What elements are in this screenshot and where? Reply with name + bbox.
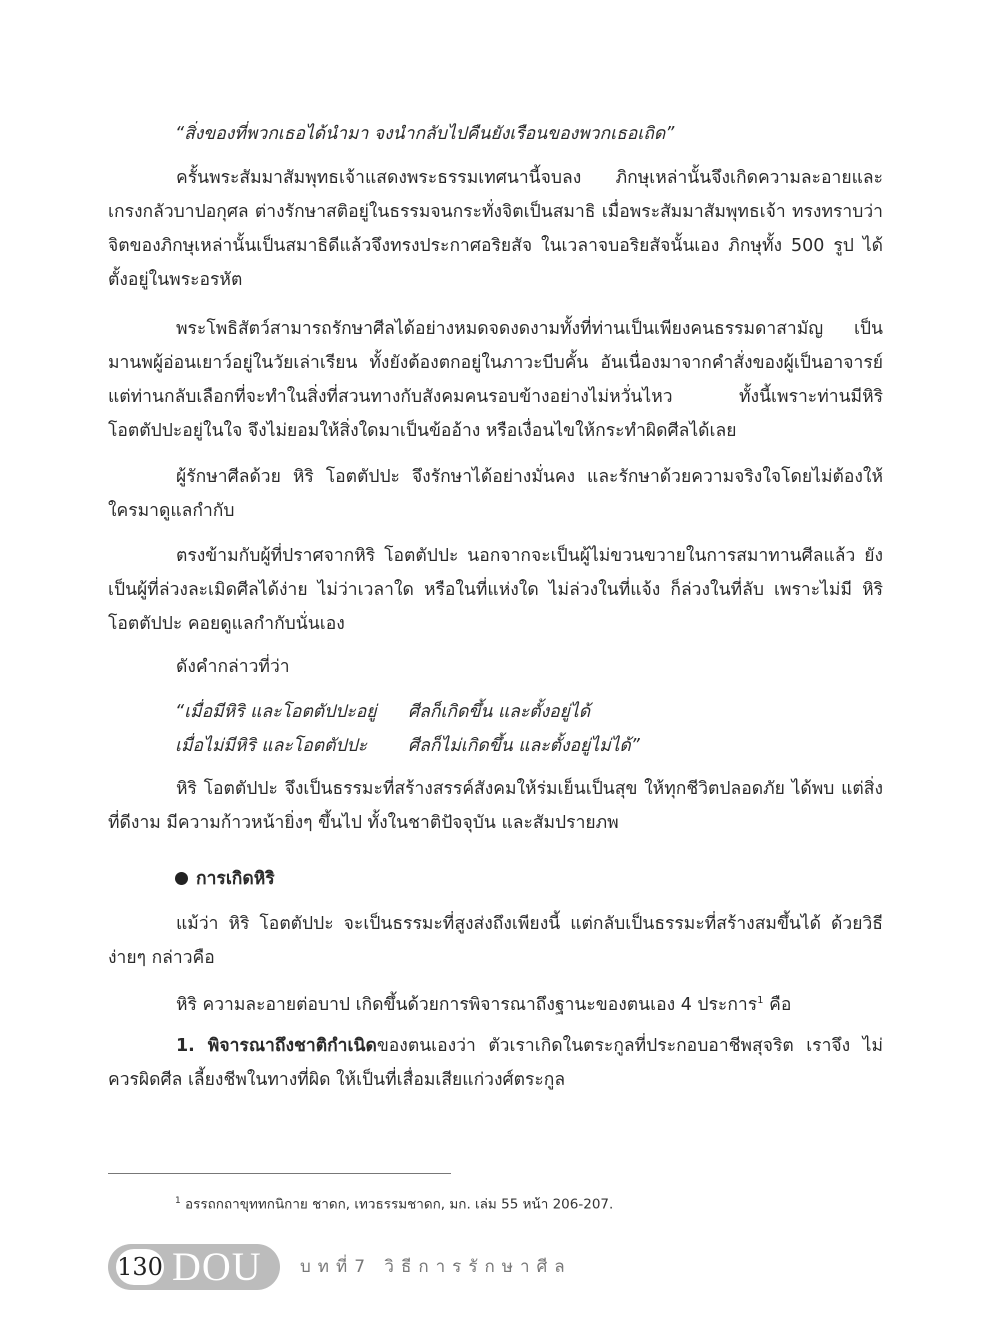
paragraph-7: แม้ว่า หิริ โอตตัปปะ จะเป็นธรรมะที่สูงส่งถึงเพียงนี้ แต่กลับเป็นธรรมะที่สร้างสมขึ้นได้ ด้วยวิธีง่ายๆ กล่าวคือ bbox=[108, 914, 883, 968]
page-number: 130 bbox=[116, 1249, 164, 1285]
paragraph-8-end: คือ bbox=[763, 994, 792, 1015]
footnote-mark: 1 bbox=[175, 1196, 181, 1206]
verse-line-2-left: เมื่อไม่มีหิริ และโอตตัปปะ bbox=[175, 736, 368, 756]
paragraph-9-text: ของตนเองว่า ตัวเราเกิดในตระกูลที่ประกอบอาชีพสุจริต เราจึง ไม่ควรผิดศีล เลี้ยงชีพในทางที่ผิด ให้เป็นที่เสื่อมเสียแก่วงศ์ตระกูล bbox=[108, 1036, 883, 1090]
opening-quote: “สิ่งของที่พวกเธอได้นำมา จงนำกลับไปคืนยังเรือนของพวกเธอเถิด” bbox=[175, 124, 675, 144]
paragraph-5: ดังคำกล่าวที่ว่า bbox=[176, 657, 290, 677]
paragraph-4: ตรงข้ามกับผู้ที่ปราศจากหิริ โอตตัปปะ นอกจากจะเป็นผู้ไม่ขวนขวายในการสมาทานศีลแล้ว ยังเป็นผู้ที่ล่วงละเมิดศีลได้ง่าย ไม่ว่าเวลาใด หรือในที่แห่งใด ไม่ล่วงในที่แจ้ง ก็ล่วงในที่ลับ เพราะไม่มี หิริ โอตตัปปะ คอยดูแลกำกับนั่นเอง bbox=[108, 546, 883, 634]
paragraph-9-bold: 1. พิจารณาถึงชาติกำเนิด bbox=[176, 1036, 377, 1056]
page-footer bbox=[108, 1244, 708, 1290]
chapter-title: บทที่7 วิธีการรักษาศีล bbox=[300, 1257, 572, 1277]
bullet-icon bbox=[175, 872, 188, 885]
footer-badge bbox=[108, 1244, 280, 1290]
dou-logo: DOU bbox=[172, 1244, 262, 1289]
paragraph-3: ผู้รักษาศีลด้วย หิริ โอตตัปปะ จึงรักษาได้อย่างมั่นคง และรักษาด้วยความจริงใจโดยไม่ต้องให้ใครมาดูแลกำกับ bbox=[108, 467, 883, 521]
paragraph-9 bbox=[108, 1029, 883, 1097]
verse-line-2-right: ศีลก็ไม่เกิดขึ้น และตั้งอยู่ไม่ได้” bbox=[408, 736, 640, 756]
paragraph-8-text: หิริ ความละอายต่อบาป เกิดขึ้นด้วยการพิจารณาถึงฐานะของตนเอง 4 ประการ bbox=[176, 994, 758, 1015]
section-heading-text: การเกิดหิริ bbox=[196, 869, 275, 889]
section-heading bbox=[175, 862, 275, 896]
footnote-reference[interactable]: 1 bbox=[757, 995, 764, 1006]
verse-line-1-right: ศีลก็เกิดขึ้น และตั้งอยู่ได้ bbox=[408, 702, 591, 722]
paragraph-8 bbox=[108, 984, 883, 1022]
paragraph-6: หิริ โอตตัปปะ จึงเป็นธรรมะที่สร้างสรรค์สังคมให้ร่มเย็นเป็นสุข ให้ทุกชีวิตปลอดภัย ได้พบ แต่สิ่งที่ดีงาม มีความก้าวหน้ายิ่งๆ ขึ้นไป ทั้งในชาติปัจจุบัน และสัมปรายภพ bbox=[108, 779, 883, 833]
footnote-text: อรรถกถาขุททกนิกาย ชาดก, เทวธรรมชาดก, มก. เล่ม 55 หน้า 206-207. bbox=[180, 1196, 614, 1213]
verse-line-1-left: “เมื่อมีหิริ และโอตตัปปะอยู่ bbox=[175, 702, 377, 722]
footnote-divider bbox=[108, 1173, 451, 1174]
paragraph-1: ครั้นพระสัมมาสัมพุทธเจ้าแสดงพระธรรมเทศนานี้จบลง ภิกษุเหล่านั้นจึงเกิดความละอายและเกรงกลัวบาปอกุศล ต่างรักษาสติอยู่ในธรรมจนกระทั่งจิตเป็นสมาธิ เมื่อพระสัมมาสัมพุทธเจ้า ทรงทราบว่าจิตของภิกษุเหล่านั้นเป็นสมาธิดีแล้วจึงทรงประกาศอริยสัจ ในเวลาจบอริยสัจนั้นเอง ภิกษุทั้ง 500 รูป ได้ตั้งอยู่ในพระอรหัต bbox=[108, 168, 883, 290]
footnote bbox=[175, 1190, 613, 1216]
paragraph-2: พระโพธิสัตว์สามารถรักษาศีลได้อย่างหมดจดงดงามทั้งที่ท่านเป็นเพียงคนธรรมดาสามัญ เป็นมานพผู้อ่อนเยาว์อยู่ในวัยเล่าเรียน ทั้งยังต้องตกอยู่ในภาวะบีบคั้น อันเนื่องมาจากคำสั่งของผู้เป็นอาจารย์ แต่ท่านกลับเลือกที่จะทำในสิ่งที่สวนทางกับสังคมคนรอบข้างอย่างไม่หวั่นไหว ทั้งนี้เพราะท่านมีหิริ โอตตัปปะอยู่ในใจ จึงไม่ยอมให้สิ่งใดมาเป็นข้ออ้าง หรือเงื่อนไขให้กระทำผิดศีลได้เลย bbox=[108, 319, 883, 441]
